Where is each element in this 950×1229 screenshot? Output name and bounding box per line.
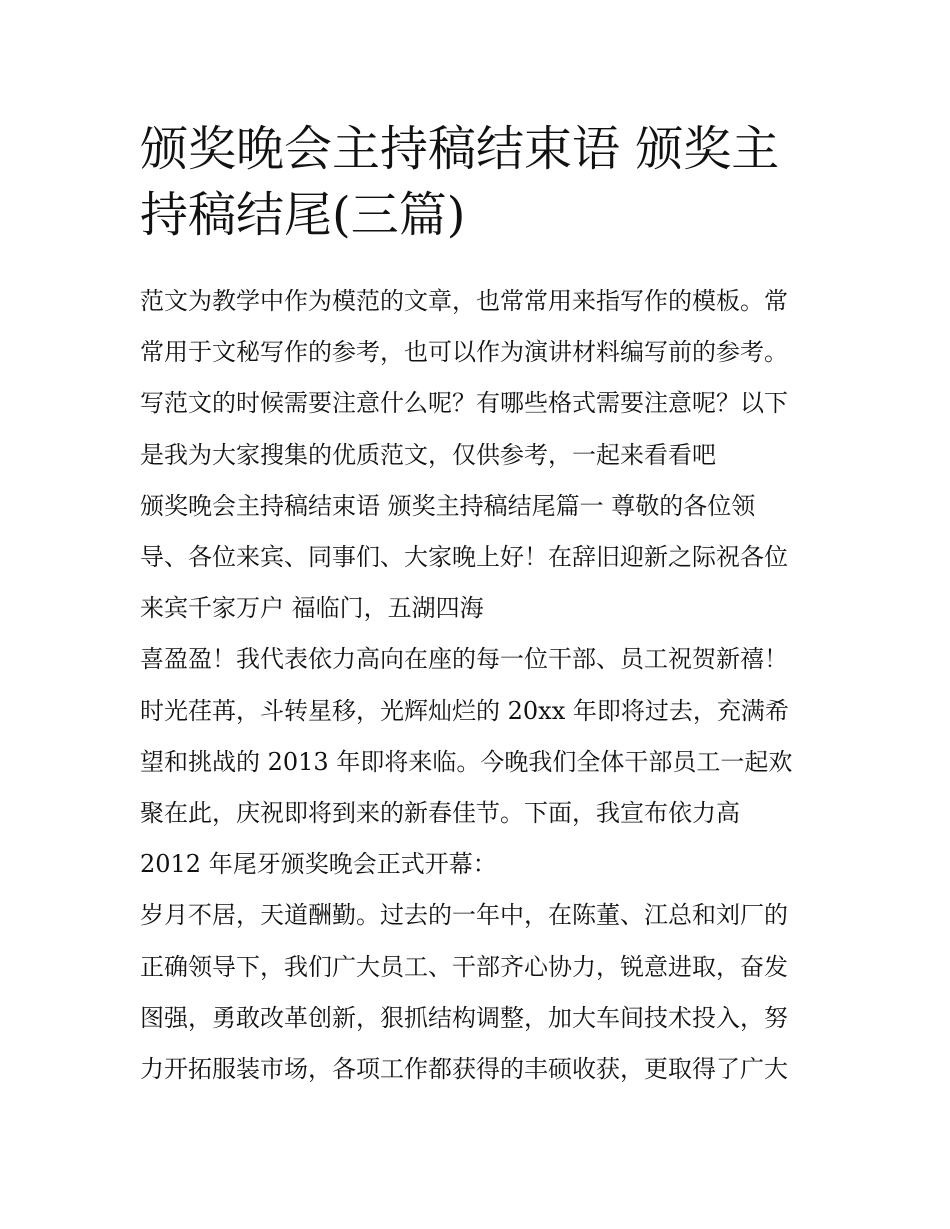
body-line: 2012 年尾牙颁奖晚会正式开幕： [140,850,497,879]
body-line: 力开拓服装市场，各项工作都获得的丰硕收获，更取得了广大 [140,1055,788,1084]
body-line: 常用于文秘写作的参考，也可以作为演讲材料编写前的参考。 [140,338,788,367]
body-line: 是我为大家搜集的优质范文，仅供参考，一起来看看吧 [140,440,716,469]
body-line: 正确领导下，我们广大员工、干部齐心协力，锐意进取，奋发 [140,952,788,981]
body-line: 喜盈盈！我代表依力高向在座的每一位干部、员工祝贺新禧！ [140,645,788,674]
body-line: 聚在此，庆祝即将到来的新春佳节。下面，我宣布依力高 [140,799,740,828]
document-title [140,116,820,248]
body-line: 图强，勇敢改革创新，狠抓结构调整，加大车间技术投入，努 [140,1003,788,1032]
body-line: 望和挑战的 2013 年即将来临。今晚我们全体干部员工一起欢 [140,747,793,776]
body-line: 写范文的时候需要注意什么呢？有哪些格式需要注意呢？以下 [140,389,788,418]
body-line: 颁奖晚会主持稿结束语 颁奖主持稿结尾篇一 尊敬的各位领 [140,491,756,520]
body-line: 时光荏苒，斗转星移，光辉灿烂的 20xx 年即将过去，充满希 [140,696,789,725]
body-line: 来宾千家万户 福临门，五湖四海 [140,594,484,623]
title-line: 颁奖晚会主持稿结束语 颁奖主 [140,121,780,177]
body-line: 范文为教学中作为模范的文章，也常常用来指写作的模板。常 [140,287,788,315]
body-line: 岁月不居，天道酬勤。过去的一年中，在陈董、江总和刘厂的 [140,901,788,930]
document-body [140,276,830,1095]
body-line: 导、各位来宾、同事们、大家晚上好！在辞旧迎新之际祝各位 [140,543,788,572]
title-line: 持稿结尾(三篇) [140,187,466,243]
